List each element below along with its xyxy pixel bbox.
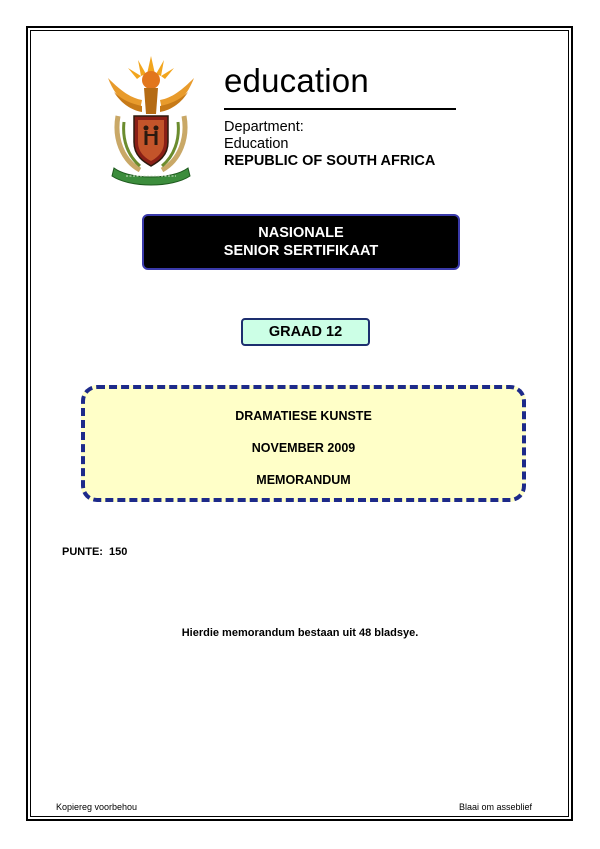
page-count-note: Hierdie memorandum bestaan uit 48 bladsye. — [181, 627, 419, 639]
copyright-footer: Kopiereg voorbehou — [56, 802, 138, 812]
department-label: Department: — [224, 119, 304, 135]
education-logo-text: education — [224, 62, 369, 99]
total-marks: PUNTE: 150 — [62, 546, 128, 558]
certificate-title-line2: SENIOR SERTIFIKAAT — [223, 243, 379, 259]
coat-of-arms-icon — [100, 48, 202, 186]
country-name: REPUBLIC OF SOUTH AFRICA — [224, 153, 436, 169]
subject-box — [81, 385, 526, 502]
subject-name: DRAMATIESE KUNSTE — [235, 409, 372, 423]
department-header — [82, 44, 482, 188]
certificate-title-box — [142, 214, 460, 270]
turn-over-footer: Blaai om asseblief — [458, 802, 532, 812]
document-type: MEMORANDUM — [256, 473, 351, 487]
department-name: Education — [224, 136, 289, 152]
grade-badge: GRAAD 12 — [241, 318, 370, 346]
exam-date: NOVEMBER 2009 — [251, 441, 356, 455]
logo-underline — [224, 108, 456, 110]
certificate-title-line1: NASIONALE — [258, 225, 344, 241]
